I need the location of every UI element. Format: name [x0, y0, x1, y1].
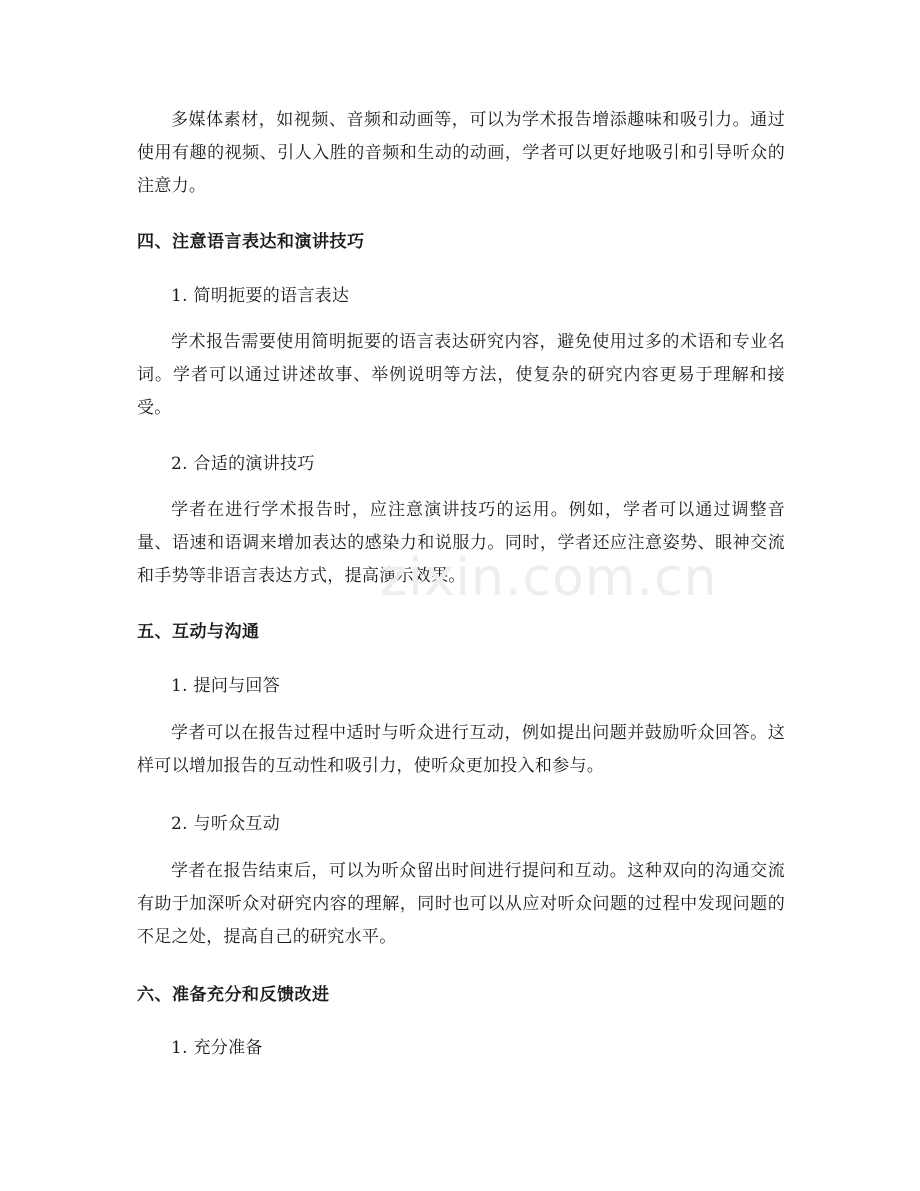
watermark: zixin.com.cn — [380, 548, 718, 608]
subheading-4-2: 2. 合适的演讲技巧 — [171, 454, 315, 474]
section-heading-5: 五、互动与沟通 — [137, 622, 260, 642]
subheading-6-1: 1. 充分准备 — [171, 1038, 263, 1058]
subheading-5-2: 2. 与听众互动 — [171, 814, 281, 834]
section-heading-4: 四、注意语言表达和演讲技巧 — [137, 232, 365, 252]
subheading-4-1: 1. 简明扼要的语言表达 — [171, 286, 350, 306]
subheading-5-1: 1. 提问与回答 — [171, 676, 281, 696]
paragraph-4-2: 学者在进行学术报告时，应注意演讲技巧的运用。例如，学者可以通过调整音量、语速和语调来增加表达的感染力和说服力。同时，学者还应注意姿势、眼神交流和手势等非语言表达方式，提高演示效果。 — [137, 500, 785, 586]
paragraph-4-1: 学术报告需要使用简明扼要的语言表达研究内容，避免使用过多的术语和专业名词。学者可以通过讲述故事、举例说明等方法，使复杂的研究内容更易于理解和接受。 — [137, 332, 785, 418]
paragraph-5-1: 学者可以在报告过程中适时与听众进行互动，例如提出问题并鼓励听众回答。这样可以增加报告的互动性和吸引力，使听众更加投入和参与。 — [137, 723, 785, 776]
paragraph-5-2: 学者在报告结束后，可以为听众留出时间进行提问和互动。这种双向的沟通交流有助于加深听众对研究内容的理解，同时也可以从应对听众问题的过程中发现问题的不足之处，提高自己的研究水平。 — [137, 861, 785, 947]
section-heading-6: 六、准备充分和反馈改进 — [137, 985, 330, 1005]
paragraph-multimedia: 多媒体素材，如视频、音频和动画等，可以为学术报告增添趣味和吸引力。通过使用有趣的视频、引人入胜的音频和生动的动画，学者可以更好地吸引和引导听众的注意力。 — [137, 110, 785, 196]
